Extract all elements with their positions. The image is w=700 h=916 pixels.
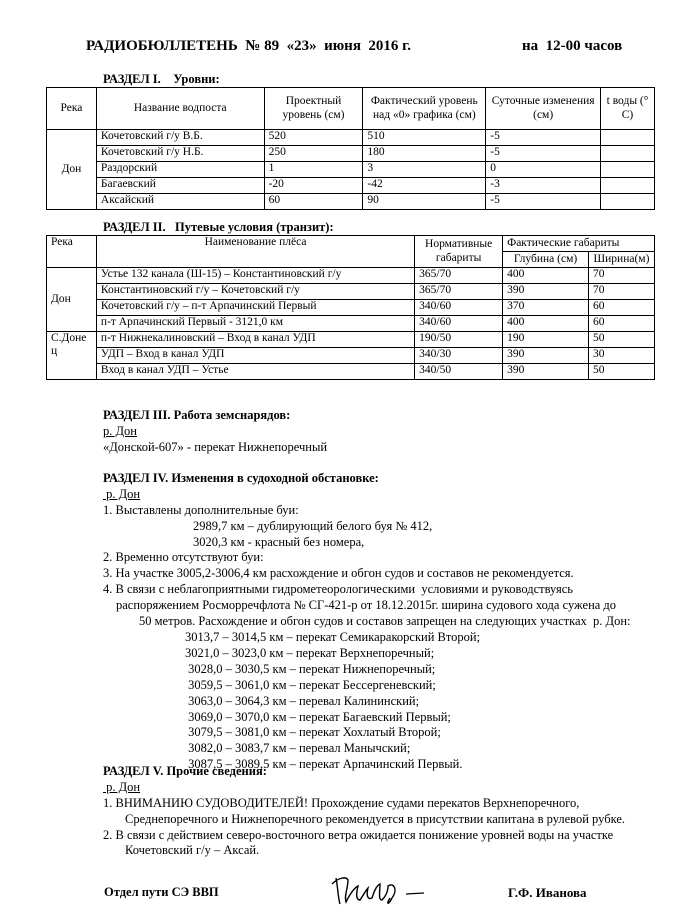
table-row [47,146,655,162]
width: 60 [588,316,654,332]
depth: 190 [503,332,589,348]
stretch-name: Вход в канал УДП – Устье [96,364,414,380]
actual-level: -42 [363,178,486,194]
list-item: 3087,5 – 3089,5 км – перекат Арпачинский Первый. [185,757,463,772]
table-row [47,316,655,332]
daily-change: 0 [486,162,601,178]
width: 70 [588,284,654,300]
norm-dims: 340/50 [415,364,503,380]
table-row [47,162,655,178]
list-item: 3021,0 – 3023,0 км – перекат Верхнепоречный; [185,645,435,660]
list-item: 3079,5 – 3081,0 км – перекат Хохлатый Второй; [185,725,441,740]
section4-river: р. Дон [103,486,141,501]
list-item: 3028,0 – 3030,5 км – перекат Нижнепоречный; [185,661,436,676]
design-level: 520 [264,130,363,146]
col-header-stretch-name: Наименование плёса [96,236,414,268]
water-temp [601,162,655,178]
depth: 400 [503,316,589,332]
table-row [47,268,655,284]
water-temp [601,194,655,210]
section4-p4c: 50 метров. Расхождение и обгон судов и составов запрещен на следующих участках р. Дон: [139,614,631,629]
section4-p1: 1. Выставлены дополнительные буи: [103,502,299,517]
post-name: Багаевский [96,178,264,194]
table-row [47,284,655,300]
width: 30 [588,348,654,364]
post-name: Кочетовский г/у Н.Б. [96,146,264,162]
design-level: -20 [264,178,363,194]
col-header-daily-change: Суточные изменения (см) [486,88,601,130]
post-name: Аксайский [96,194,264,210]
section5 [103,748,625,859]
section1-title: РАЗДЕЛ I. Уровни: [103,72,220,86]
width: 50 [588,332,654,348]
norm-dims: 340/30 [415,348,503,364]
river-cell: Дон [47,130,97,210]
width: 50 [588,364,654,380]
list-item: 3013,7 – 3014,5 км – перекат Семикаракорский Второй; [185,629,481,644]
list-item: 3063,0 – 3064,3 км – перевал Калининский; [185,693,420,708]
water-temp [601,178,655,194]
section3-title: РАЗДЕЛ III. Работа земснарядов: [103,407,291,422]
daily-change: -5 [486,194,601,210]
section5-river: р. Дон [103,779,141,794]
stretch-name: Устье 132 канала (Ш-15) – Константиновский г/у [96,268,414,284]
section5-p2: 2. В связи с действием северо-восточного ветра ожидается понижение уровней воды на участке [103,827,614,842]
section3-dredger: «Донской-607» - перекат Нижнепоречный [103,439,328,454]
post-name: Раздорский [96,162,264,178]
depth: 390 [503,348,589,364]
table-row [47,130,655,146]
norm-dims: 190/50 [415,332,503,348]
section4-p3: 3. На участке 3005,2-3006,4 км расхождение и обгон судов и составов не рекомендуется. [103,566,574,581]
norm-dims: 365/70 [415,268,503,284]
actual-level: 3 [363,162,486,178]
list-item: 3069,0 – 3070,0 км – перекат Багаевский Первый; [185,709,451,724]
col-header-depth: Глубина (см) [503,252,589,268]
section5-p1b: Среднепоречного и Нижнепоречного рекомендуется в присутствии капитана в рулевой рубке. [125,811,626,826]
col-header-river: Река [47,88,97,130]
section4-p4: 4. В связи с неблагоприятными гидрометеорологическими условиями и руководствуясь [103,582,573,597]
daily-change: -3 [486,178,601,194]
bulletin-time: на 12-00 часов [522,38,623,54]
stretch-name: Кочетовский г/у – п-т Арпачинский Первый [96,300,414,316]
route-conditions-table [46,235,655,380]
width: 60 [588,300,654,316]
post-name: Кочетовский г/у В.Б. [96,130,264,146]
section3-river: р. Дон [103,423,137,438]
section2-title: РАЗДЕЛ II. Путевые условия (транзит): [103,220,334,234]
stretch-name: п-т Нижнекалиновский – Вход в канал УДП [96,332,414,348]
section4-p2: 2. Временно отсутствуют буи: [103,550,264,565]
route-header-row [47,236,655,252]
department-name: Отдел пути СЭ ВВП [104,885,219,899]
handwritten-signature [328,864,438,910]
water-temp [601,130,655,146]
table-row [47,300,655,316]
section4-title: РАЗДЕЛ IV. Изменения в судоходной обстановке: [103,470,379,485]
table-row [47,332,655,348]
table-row [47,194,655,210]
section4-p1a: 2989,7 км – дублирующий белого буя № 412, [193,518,433,533]
col-header-design-level: Проектный уровень (см) [264,88,363,130]
levels-table [46,87,655,210]
design-level: 60 [264,194,363,210]
norm-dims: 365/70 [415,284,503,300]
levels-header-row [47,88,655,130]
depth: 400 [503,268,589,284]
daily-change: -5 [486,146,601,162]
section3 [103,392,327,456]
col-header-actual-level: Фактический уровень над «0» графика (см) [363,88,486,130]
stretch-name: п-т Арпачинский Первый - 3121,0 км [96,316,414,332]
norm-dims: 340/60 [415,316,503,332]
section4 [103,455,631,773]
section4-p4b: распоряжением Росморречфлота № СГ-421-р от 18.12.2015г. ширина судового хода сужена до [116,598,617,613]
river-cell: С.Донец [47,332,97,380]
actual-level: 180 [363,146,486,162]
col-header-actual-dims: Фактические габариты [503,236,655,252]
table-row [47,348,655,364]
actual-level: 510 [363,130,486,146]
list-item: 3082,0 – 3083,7 км – перевал Манычский; [185,741,411,756]
depth: 390 [503,284,589,300]
stretch-name: УДП – Вход в канал УДП [96,348,414,364]
depth: 370 [503,300,589,316]
col-header-river: Река [47,236,97,268]
section4-p1b: 3020,3 км - красный без номера, [193,534,365,549]
design-level: 250 [264,146,363,162]
col-header-width: Ширина(м) [588,252,654,268]
width: 70 [588,268,654,284]
stretch-name: Константиновский г/у – Кочетовский г/у [96,284,414,300]
col-header-water-temp: t воды (° С) [601,88,655,130]
bulletin-title: РАДИОБЮЛЛЕТЕНЬ № 89 «23» июня 2016 г. [86,38,412,54]
daily-change: -5 [486,130,601,146]
river-cell: Дон [47,268,97,332]
col-header-post-name: Название водпоста [96,88,264,130]
signatory-name: Г.Ф. Иванова [508,885,587,900]
water-temp [601,146,655,162]
section5-p2b: Кочетовский г/у – Аксай. [125,843,260,858]
norm-dims: 340/60 [415,300,503,316]
section5-p1: 1. ВНИМАНИЮ СУДОВОДИТЕЛЕЙ! Прохождение судами перекатов Верхнепоречного, [103,795,580,810]
table-row [47,178,655,194]
section5-title: РАЗДЕЛ V. Прочие сведения: [103,763,267,778]
col-header-norm-dims: Нормативные габариты [415,236,503,268]
design-level: 1 [264,162,363,178]
depth: 390 [503,364,589,380]
list-item: 3059,5 – 3061,0 км – перекат Бессергеневский; [185,677,436,692]
table-row [47,364,655,380]
actual-level: 90 [363,194,486,210]
